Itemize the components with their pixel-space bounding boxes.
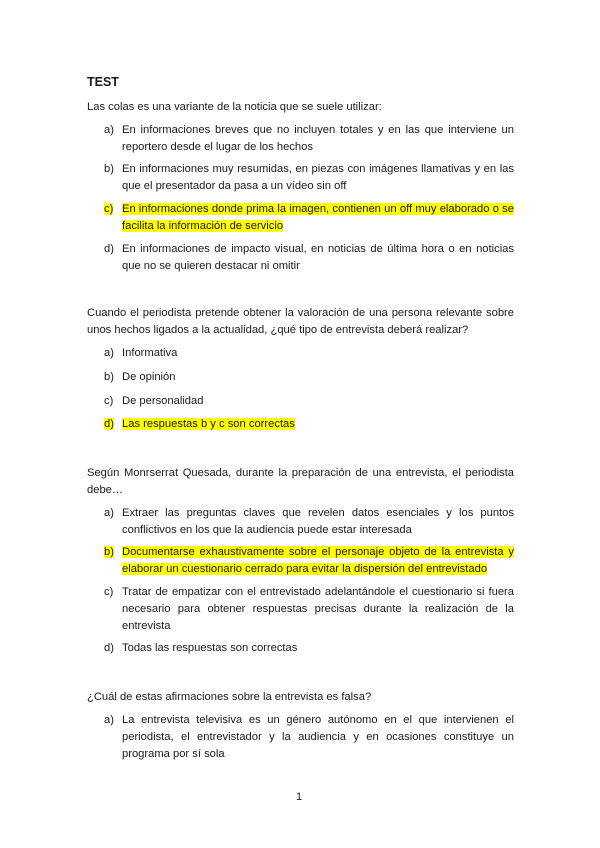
- page-number: 1: [296, 791, 303, 803]
- question-3-option-a: [104, 505, 514, 539]
- question-1-option-c: [104, 201, 514, 235]
- option-letter: b): [104, 163, 114, 175]
- option-text: Tratar de empatizar con el entrevistado adelantándole el cuestionario si fuera necesario para obtener respuestas precisas durante la realización de la entrevista: [122, 586, 514, 632]
- option-letter: a): [104, 507, 114, 519]
- option-letter: c): [104, 395, 114, 407]
- option-letter: b): [104, 546, 114, 558]
- question-1-text: Las colas es una variante de la noticia que se suele utilizar:: [87, 101, 382, 113]
- question-3-option-d: [104, 640, 514, 657]
- question-3-option-b: [104, 544, 514, 578]
- question-4-text: ¿Cuál de estas afirmaciones sobre la entrevista es falsa?: [87, 691, 372, 703]
- question-1-option-b: [104, 161, 514, 195]
- option-text-highlighted: En informaciones donde prima la imagen, contienen un off muy elaborado o se facilita la información de servicio: [122, 203, 514, 232]
- question-4-option-a: [104, 712, 514, 763]
- option-letter: a): [104, 347, 114, 359]
- question-2-option-c: [104, 393, 514, 410]
- option-text: En informaciones muy resumidas, en piezas con imágenes llamativas y en las que el presentador da pasa a un vídeo sin off: [122, 163, 514, 192]
- option-text: Extraer las preguntas claves que revelen datos esenciales y los puntos conflictivos en los que la audiencia puede estar interesada: [122, 507, 514, 536]
- question-1-option-d: [104, 241, 514, 275]
- option-letter: a): [104, 714, 114, 726]
- option-text: De opinión: [122, 371, 176, 383]
- option-text: De personalidad: [122, 395, 204, 407]
- option-letter: c): [104, 586, 114, 598]
- question-2-option-a: [104, 345, 514, 362]
- question-2-text: Cuando el periodista pretende obtener la valoración de una persona relevante sobre unos hechos ligados a la actualidad, ¿qué tipo de entrevista deberá realizar?: [87, 307, 514, 336]
- option-text: La entrevista televisiva es un género autónomo en el que intervienen el periodista, el entrevistador y la audiencia y en ocasiones constituye un programa por sí sola: [122, 714, 514, 760]
- option-letter: c): [104, 203, 114, 215]
- question-2-option-d: [104, 416, 514, 433]
- option-text: En informaciones breves que no incluyen totales y en las que interviene un reportero desde el lugar de los hechos: [122, 124, 514, 153]
- option-letter: b): [104, 371, 114, 383]
- option-text-highlighted: Las respuestas b y c son correctas: [122, 418, 295, 430]
- question-3-option-c: [104, 584, 514, 635]
- question-2-option-b: [104, 369, 514, 386]
- question-3-text: Según Monrserrat Quesada, durante la preparación de una entrevista, el periodista debe…: [87, 467, 514, 496]
- page-title: TEST: [87, 75, 119, 89]
- option-letter: d): [104, 243, 114, 255]
- option-text: En informaciones de impacto visual, en noticias de última hora o en noticias que no se quieren destacar ni omitir: [122, 243, 514, 272]
- option-text: Todas las respuestas son correctas: [122, 642, 298, 654]
- option-text-highlighted: Documentarse exhaustivamente sobre el personaje objeto de la entrevista y elaborar un cuestionario cerrado para evitar la dispersión del entrevistado: [122, 546, 514, 575]
- option-letter: a): [104, 124, 114, 136]
- option-letter: d): [104, 642, 114, 654]
- option-text: Informativa: [122, 347, 178, 359]
- option-letter: d): [104, 418, 114, 430]
- question-1-option-a: [104, 122, 514, 156]
